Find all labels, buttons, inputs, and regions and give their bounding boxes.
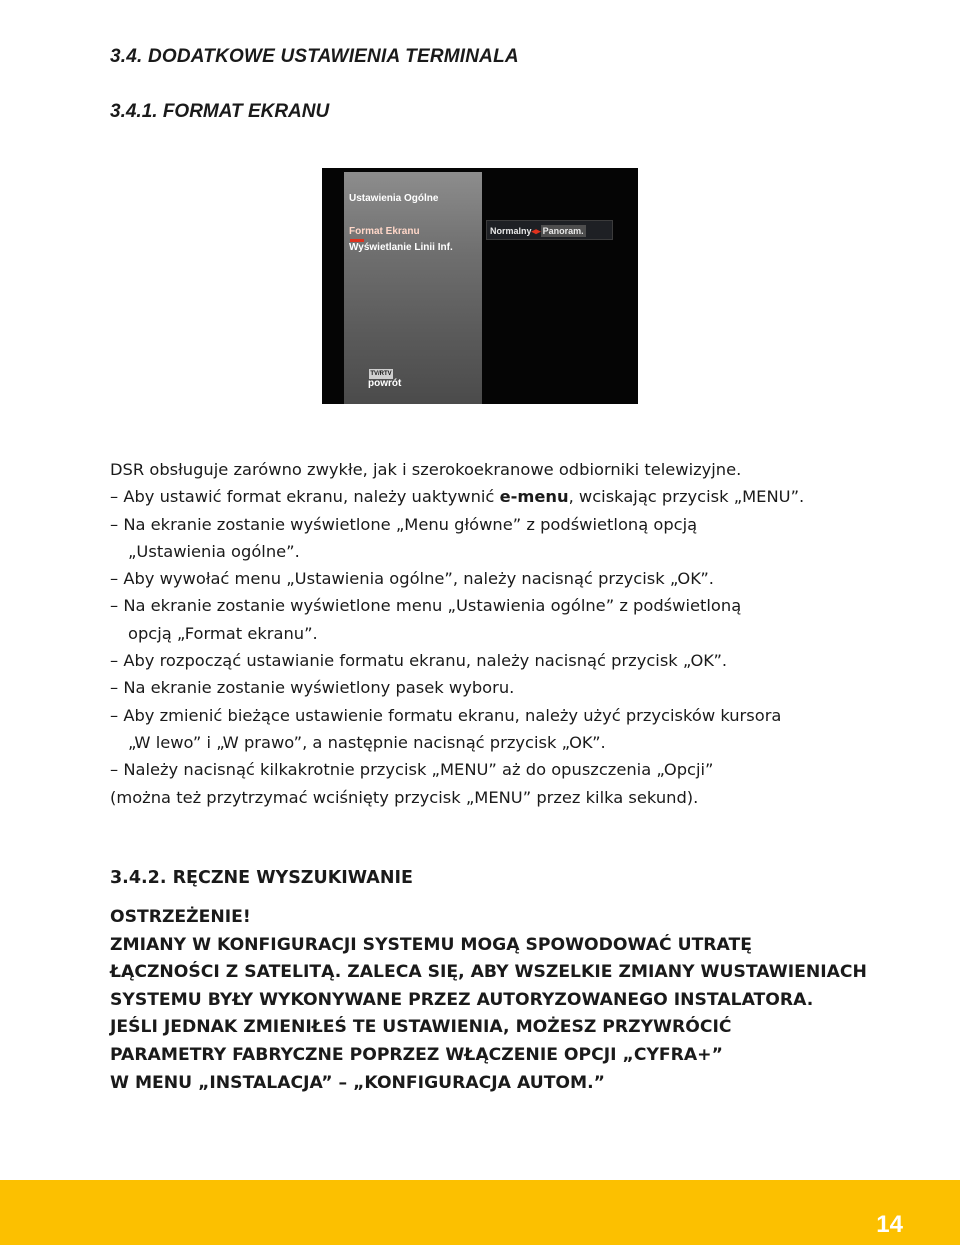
manual-search-heading: 3.4.2. RĘCZNE WYSZUKIWANIE (110, 868, 413, 888)
option-panoram: Panoram. (542, 226, 584, 236)
warning-line: W MENU „INSTALACJA” – „KONFIGURACJA AUTOM.” (110, 1072, 605, 1093)
e-menu-term: e-menu (499, 487, 569, 507)
remote-key-icon: TV/RTV (370, 371, 392, 377)
warning-line: ZMIANY W KONFIGURACJI SYSTEMU MOGĄ SPOWODOWAĆ UTRATĘ (110, 934, 752, 955)
option-normal: Normalny (490, 226, 532, 236)
step-line: – Aby ustawić format ekranu, należy uaktywnić e-menu, wciskając przycisk „MENU”. (110, 487, 805, 507)
intro-line: DSR obsługuje zarówno zwykłe, jak i szerokoekranowe odbiorniki telewizyjne. (110, 460, 742, 479)
warning-line: PARAMETRY FABRYCZNE POPRZEZ WŁĄCZENIE OPCJI „CYFRA+” (110, 1044, 723, 1065)
step-line: – Aby zmienić bieżące ustawienie formatu ekranu, należy użyć przycisków kursora (110, 705, 782, 725)
menu-panel (344, 172, 482, 404)
arrow-icon: ◂▸ (531, 226, 541, 236)
selection-bar (486, 220, 613, 240)
warning-block (110, 904, 940, 1097)
step-line-continued: (można też przytrzymać wciśnięty przycisk „MENU” przez kilka sekund). (110, 787, 699, 807)
menu-item-format: Format Ekranu (349, 226, 420, 237)
warning-line: SYSTEMU BYŁY WYKONYWANE PRZEZ AUTORYZOWANEGO INSTALATORA. (110, 989, 814, 1010)
warning-line: JEŚLI JEDNAK ZMIENIŁEŚ TE USTAWIENIA, MOŻESZ PRZYWRÓCIĆ (110, 1017, 732, 1038)
instructions (110, 456, 940, 811)
step-line-continued: „Ustawienia ogólne”. (128, 541, 300, 561)
footer-bar (0, 1180, 960, 1245)
tv-menu-screenshot (322, 168, 638, 404)
step-line: – Na ekranie zostanie wyświetlony pasek wyboru. (110, 678, 515, 698)
section-heading: 3.4. DODATKOWE USTAWIENIA TERMINALA (110, 46, 519, 67)
step-line-continued: opcją „Format ekranu”. (128, 623, 318, 643)
page-number: 14 (876, 1211, 903, 1238)
step-line: – Należy nacisnąć kilkakrotnie przycisk „MENU” aż do opuszczenia „Opcji” (110, 760, 714, 780)
step-line: – Na ekranie zostanie wyświetlone „Menu główne” z podświetloną opcją (110, 514, 698, 534)
menu-title: Ustawienia Ogólne (349, 193, 439, 204)
step-line-continued: „W lewo” i „W prawo”, a następnie nacisnąć przycisk „OK”. (128, 732, 606, 752)
step-line: – Aby rozpocząć ustawianie formatu ekranu, należy nacisnąć przycisk „OK”. (110, 651, 728, 671)
menu-item-info-line: Wyświetlanie Linii Inf. (349, 242, 453, 253)
subsection-heading: 3.4.1. FORMAT EKRANU (110, 101, 330, 122)
warning-title: OSTRZEŻENIE! (110, 907, 251, 927)
step-line: – Na ekranie zostanie wyświetlone menu „Ustawienia ogólne” z podświetloną (110, 596, 742, 616)
back-label: powrót (368, 378, 402, 389)
warning-line: ŁĄCZNOŚCI Z SATELITĄ. ZALECA SIĘ, ABY WSZELKIE ZMIANY WUSTAWIENIACH (110, 962, 867, 983)
step-line: – Aby wywołać menu „Ustawienia ogólne”, należy nacisnąć przycisk „OK”. (110, 569, 714, 589)
